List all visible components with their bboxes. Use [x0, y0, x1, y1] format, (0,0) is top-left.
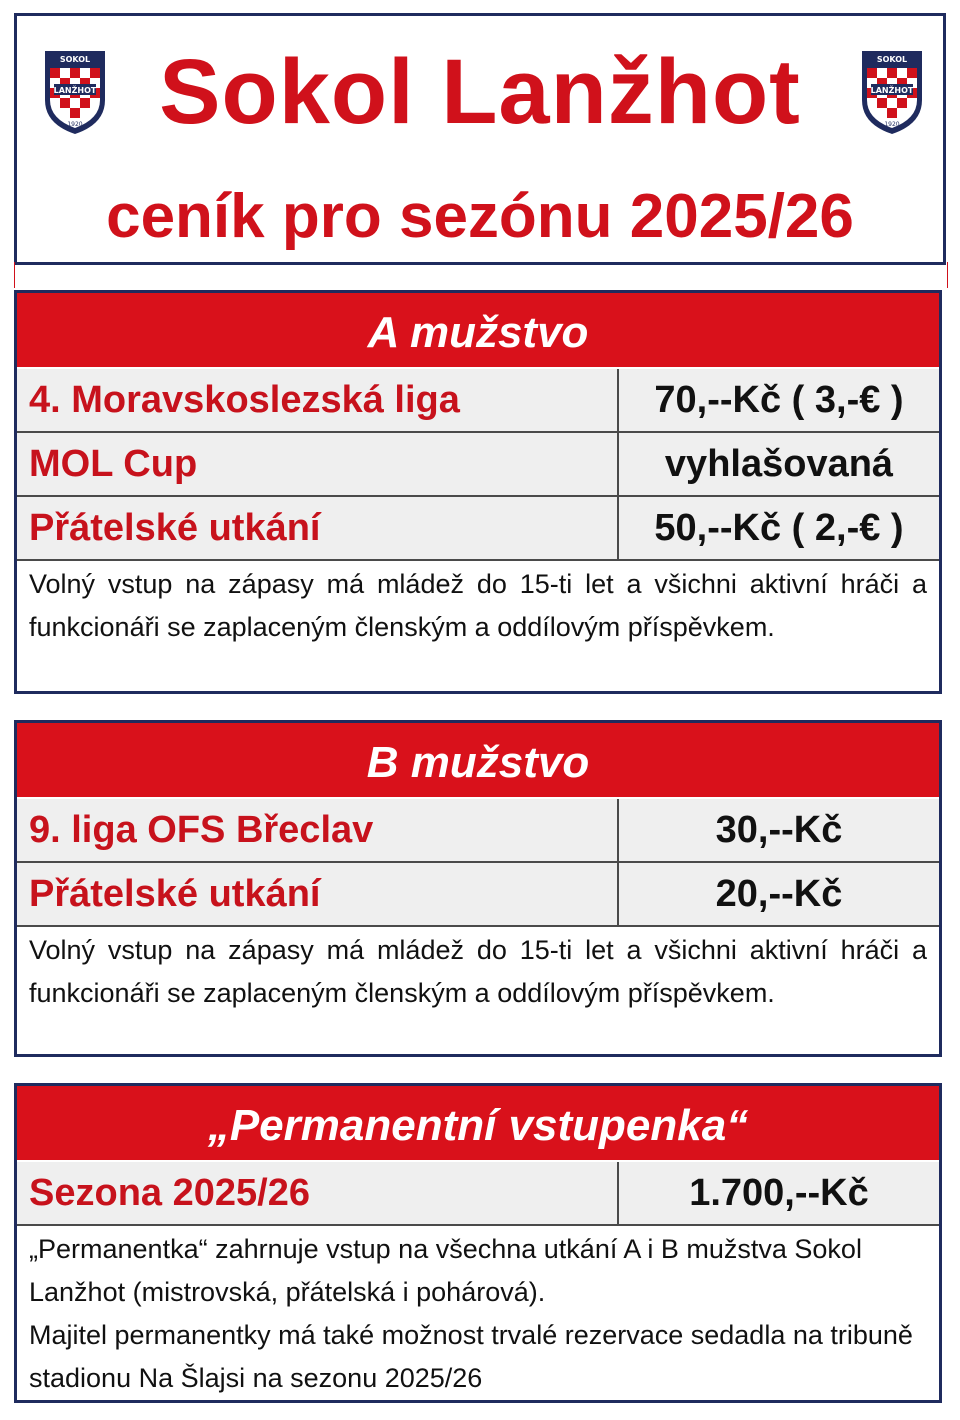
section-heading: „Permanentní vstupenka“: [17, 1086, 939, 1162]
price-value: 20,--Kč: [619, 863, 939, 925]
page-subtitle: ceník pro sezónu 2025/26: [106, 182, 854, 251]
price-row: [17, 799, 939, 863]
svg-text:LANŽHOT: LANŽHOT: [870, 86, 914, 95]
section-season-ticket: [14, 1083, 942, 1403]
price-row: [17, 433, 939, 497]
price-row: [17, 1162, 939, 1226]
competition-label: Přátelské utkání: [17, 497, 619, 559]
section-heading: A mužstvo: [17, 293, 939, 369]
svg-text:SOKOL: SOKOL: [876, 55, 908, 64]
club-crest-icon: [859, 48, 925, 136]
section-b-team: [14, 720, 942, 1057]
competition-label: MOL Cup: [17, 433, 619, 495]
svg-text:SOKOL: SOKOL: [59, 55, 91, 64]
note-line: „Permanentka“ zahrnuje vstup na všechna utkání A i B mužstva Sokol Lanžhot (mistrovská, přátelská i pohárová).: [29, 1234, 862, 1307]
price-value: 30,--Kč: [619, 799, 939, 861]
section-heading: B mužstvo: [17, 723, 939, 799]
free-entry-note: Volný vstup na zápasy má mládež do 15-ti let a všichni aktivní hráči a funkcionáři se zaplaceným členským a oddílovým příspěvkem.: [29, 935, 927, 1008]
section-a-team: [14, 290, 942, 694]
season-ticket-note: [17, 1226, 939, 1404]
price-value: 70,--Kč ( 3,-€ ): [619, 369, 939, 431]
page-title: Sokol Lanžhot: [159, 41, 801, 143]
price-row: [17, 497, 939, 561]
competition-label: 9. liga OFS Břeclav: [17, 799, 619, 861]
price-row: [17, 369, 939, 433]
svg-text:1920: 1920: [884, 121, 900, 128]
header-banner: [14, 13, 946, 265]
divider: [14, 262, 948, 288]
free-entry-note: Volný vstup na zápasy má mládež do 15-ti let a všichni aktivní hráči a funkcionáři se zaplaceným členským a oddílovým příspěvkem.: [29, 569, 927, 642]
price-value: 1.700,--Kč: [619, 1162, 939, 1224]
season-label: Sezona 2025/26: [17, 1162, 619, 1224]
price-value: vyhlašovaná: [619, 433, 939, 495]
price-value: 50,--Kč ( 2,-€ ): [619, 497, 939, 559]
price-row: [17, 863, 939, 927]
note-line: Majitel permanentky má také možnost trvalé rezervace sedadla na tribuně stadionu Na Šlajsi na sezonu 2025/26: [29, 1320, 913, 1393]
competition-label: 4. Moravskoslezská liga: [17, 369, 619, 431]
svg-text:1920: 1920: [67, 121, 83, 128]
svg-text:LANŽHOT: LANŽHOT: [53, 86, 97, 95]
competition-label: Přátelské utkání: [17, 863, 619, 925]
